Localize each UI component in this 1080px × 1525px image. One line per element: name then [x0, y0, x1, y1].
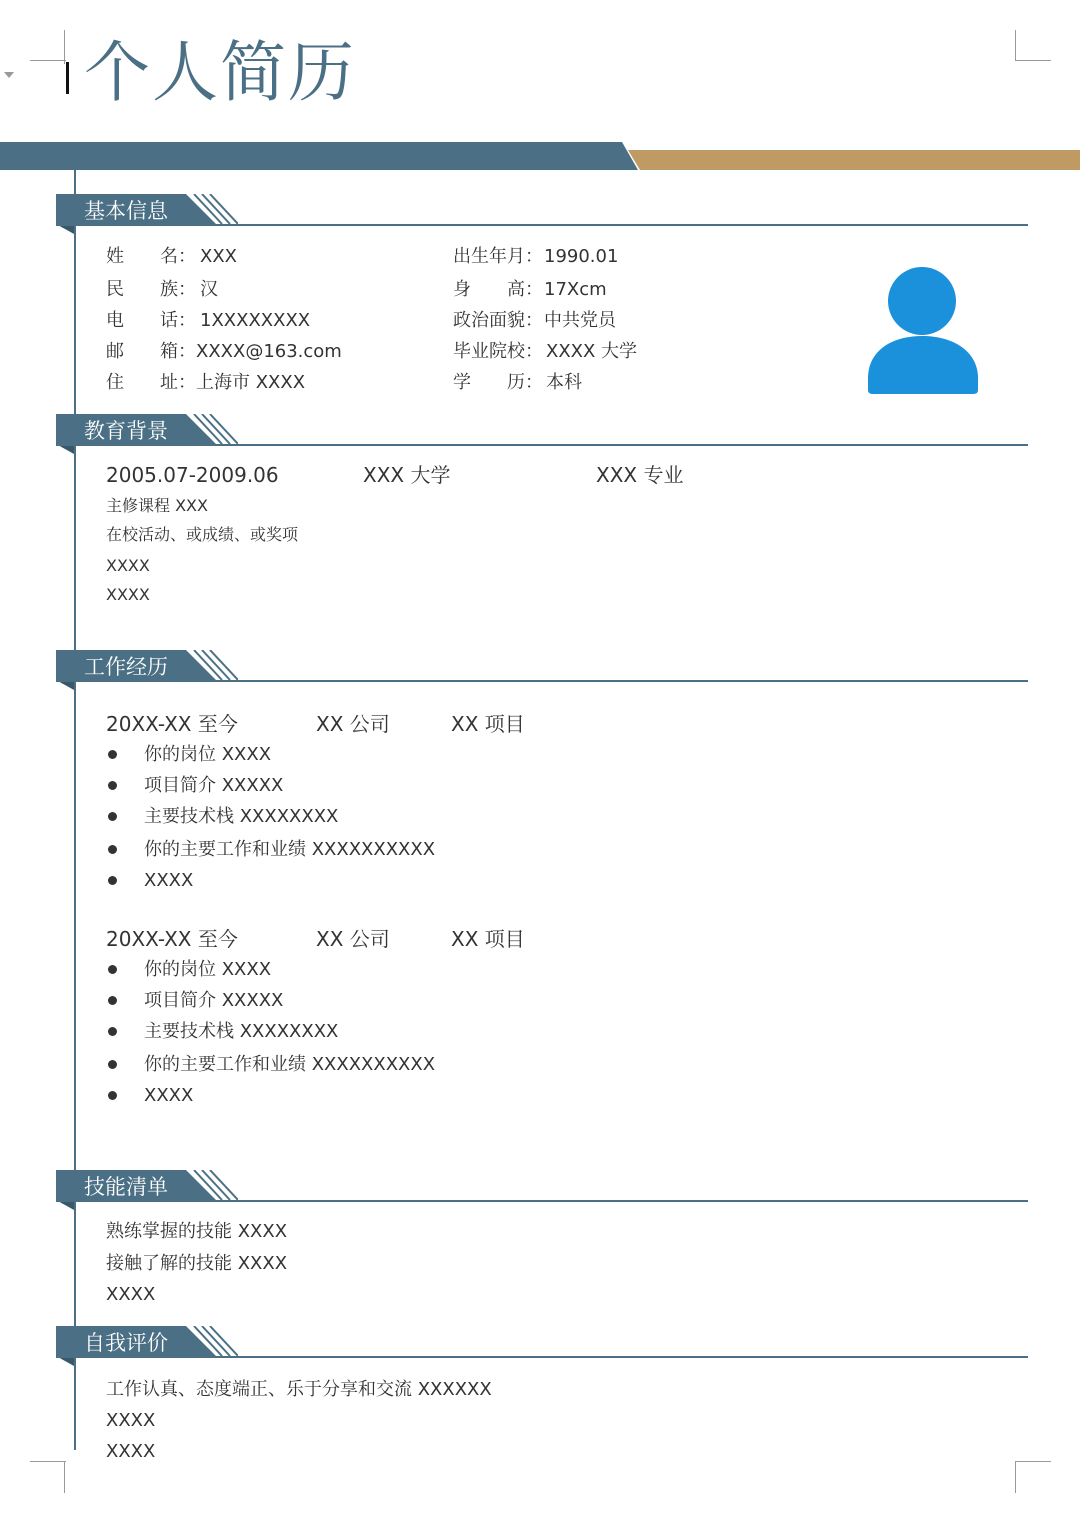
- work-item: 你的主要工作和业绩 XXXXXXXXXX: [144, 839, 436, 860]
- section-title: 工作经历: [84, 655, 168, 679]
- education-line: XXXX: [106, 585, 150, 604]
- info-label-height: 身 高：: [453, 279, 543, 300]
- info-value-birth: 1990.01: [544, 246, 619, 267]
- section-header-education: [56, 414, 1028, 458]
- bullet-icon: [108, 781, 117, 790]
- header-band-primary: [0, 142, 638, 170]
- work-item: 项目简介 XXXXX: [144, 990, 284, 1011]
- work-company: XX 公司: [316, 712, 390, 736]
- crop-mark-bottom-left: [30, 1458, 70, 1498]
- bullet-icon: [108, 750, 117, 759]
- info-value-ethnicity: 汉: [200, 279, 218, 300]
- education-line: 在校活动、或成绩、或奖项: [106, 525, 299, 544]
- bullet-icon: [108, 1060, 117, 1069]
- work-item: 主要技术栈 XXXXXXXX: [144, 1021, 339, 1042]
- self-eval-line: XXXX: [106, 1410, 156, 1431]
- crop-mark-top-right: [1012, 30, 1052, 70]
- info-value-political: 中共党员: [544, 310, 616, 331]
- section-rule: [56, 1200, 1028, 1202]
- header-band: [0, 142, 1080, 170]
- work-project: XX 项目: [451, 927, 525, 951]
- work-item: 你的岗位 XXXX: [144, 959, 272, 980]
- info-value-address: 上海市 XXXX: [196, 372, 306, 393]
- section-header-work: [56, 650, 1028, 694]
- section-rule: [56, 680, 1028, 682]
- education-line: XXXX: [106, 556, 150, 575]
- info-value-degree: 本科: [546, 372, 582, 393]
- info-label-school: 毕业院校：: [453, 341, 543, 362]
- dropdown-marker-icon[interactable]: [4, 72, 14, 78]
- section-header-skills: [56, 1170, 1028, 1214]
- section-rule: [56, 224, 1028, 226]
- info-label-name: 姓 名：: [106, 246, 196, 267]
- section-title: 教育背景: [84, 419, 168, 443]
- bullet-icon: [108, 1027, 117, 1036]
- education-school: XXX 大学: [363, 463, 451, 487]
- info-label-address: 住 址：: [106, 372, 196, 393]
- work-item: XXXX: [144, 870, 194, 891]
- work-item: XXXX: [144, 1085, 194, 1106]
- crop-mark-bottom-right: [1012, 1458, 1052, 1498]
- info-label-political: 政治面貌：: [453, 310, 543, 331]
- work-period: 20XX-XX 至今: [106, 927, 238, 951]
- education-line: 主修课程 XXX: [106, 496, 208, 515]
- skill-item: 熟练掌握的技能 XXXX: [106, 1221, 288, 1242]
- skill-item: XXXX: [106, 1284, 156, 1305]
- section-title: 自我评价: [84, 1331, 168, 1355]
- info-value-height: 17Xcm: [544, 279, 607, 300]
- skill-item: 接触了解的技能 XXXX: [106, 1253, 288, 1274]
- education-major: XXX 专业: [596, 463, 684, 487]
- education-period: 2005.07-2009.06: [106, 463, 279, 487]
- work-company: XX 公司: [316, 927, 390, 951]
- section-header-basic: [56, 194, 1028, 238]
- info-label-email: 邮 箱：: [106, 341, 196, 362]
- info-label-degree: 学 历：: [453, 372, 543, 393]
- bullet-icon: [108, 1091, 117, 1100]
- person-avatar-icon: [866, 266, 980, 396]
- bullet-icon: [108, 996, 117, 1005]
- work-item: 你的主要工作和业绩 XXXXXXXXXX: [144, 1054, 436, 1075]
- timeline-line: [74, 170, 76, 1450]
- info-value-phone: 1XXXXXXXX: [200, 310, 311, 331]
- bullet-icon: [108, 965, 117, 974]
- bullet-icon: [108, 845, 117, 854]
- info-label-ethnicity: 民 族：: [106, 279, 196, 300]
- section-rule: [56, 444, 1028, 446]
- info-label-birth: 出生年月：: [453, 246, 543, 267]
- section-title: 基本信息: [84, 199, 168, 223]
- bullet-icon: [108, 812, 117, 821]
- text-cursor: [66, 62, 69, 94]
- info-label-phone: 电 话：: [106, 310, 196, 331]
- work-item: 项目简介 XXXXX: [144, 775, 284, 796]
- info-value-school: XXXX 大学: [546, 341, 638, 362]
- info-value-name: XXX: [200, 246, 237, 267]
- section-rule: [56, 1356, 1028, 1358]
- bullet-icon: [108, 876, 117, 885]
- work-project: XX 项目: [451, 712, 525, 736]
- self-eval-line: 工作认真、态度端正、乐于分享和交流 XXXXXX: [106, 1379, 492, 1400]
- work-item: 你的岗位 XXXX: [144, 744, 272, 765]
- crop-mark-top-left: [30, 30, 70, 70]
- section-header-self: [56, 1326, 1028, 1370]
- self-eval-line: XXXX: [106, 1441, 156, 1462]
- header-band-accent: [628, 150, 1080, 170]
- work-item: 主要技术栈 XXXXXXXX: [144, 806, 339, 827]
- page-title: 个人简历: [84, 34, 356, 111]
- section-title: 技能清单: [84, 1175, 168, 1199]
- info-value-email: XXXX@163.com: [196, 341, 342, 362]
- work-period: 20XX-XX 至今: [106, 712, 238, 736]
